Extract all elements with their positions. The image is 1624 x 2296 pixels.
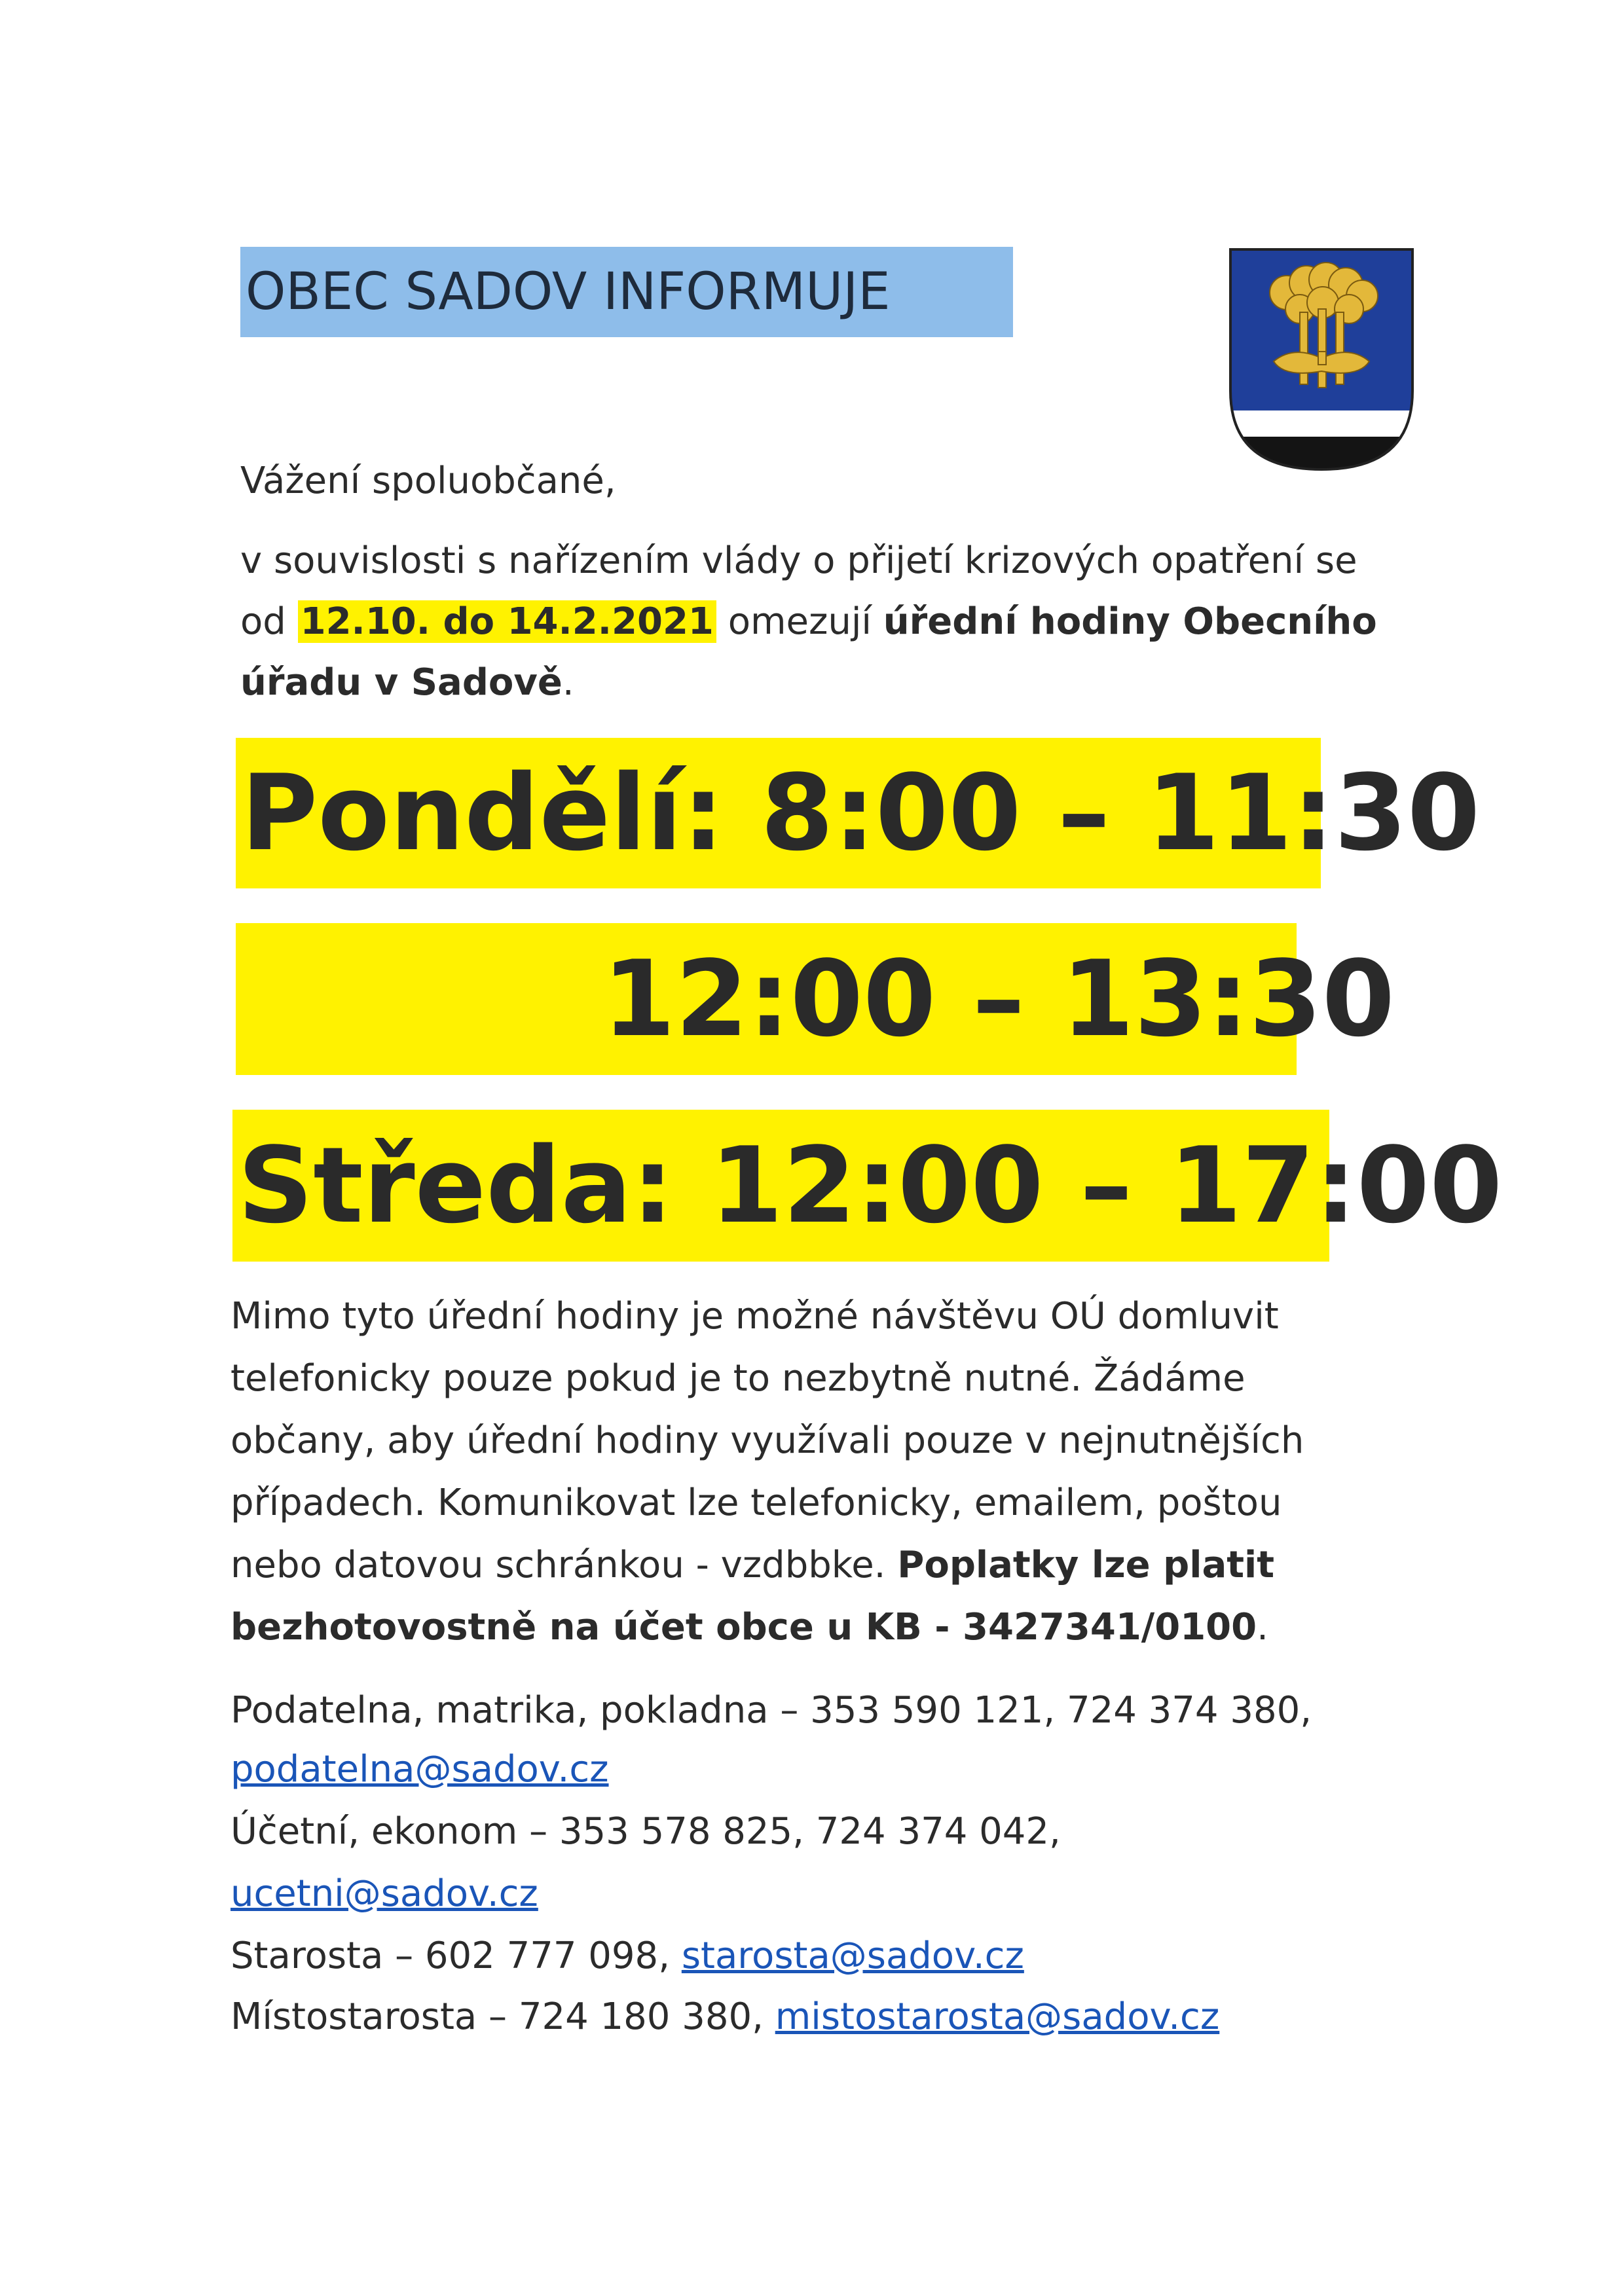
intro-mid: omezují xyxy=(728,600,872,643)
bank-account: bezhotovostně na účet obce u KB - 3427341/0100 xyxy=(231,1606,1257,1649)
page-title: OBEC SADOV INFORMUJE xyxy=(240,247,1013,337)
notice-line-2: telefonicky pouze pokud je to nezbytně nutné. Žádáme xyxy=(231,1357,1246,1400)
notice-line-4: případech. Komunikovat lze telefonicky, emailem, poštou xyxy=(231,1482,1282,1524)
notice-line-3: občany, aby úřední hodiny využívali pouze v nejnutnějších xyxy=(231,1419,1304,1462)
contact-ucetni-email-row xyxy=(231,1872,538,1915)
contact-podatelna: Podatelna, matrika, pokladna – 353 590 121, 724 374 380, xyxy=(231,1689,1312,1732)
greeting: Vážení spoluobčané, xyxy=(240,460,616,502)
office-hours-phrase: úřední hodiny Obecního xyxy=(883,600,1377,643)
intro-line-3 xyxy=(240,653,574,712)
notice-end: . xyxy=(1257,1606,1268,1649)
contact-mistostarosta xyxy=(231,1995,1219,2038)
starosta-label: Starosta – 602 777 098, xyxy=(231,1935,670,1977)
monday-hours: Pondělí: 8:00 – 11:30 xyxy=(236,738,1321,888)
ucetni-email-link[interactable]: ucetni@sadov.cz xyxy=(231,1872,538,1915)
intro-end: . xyxy=(562,661,574,704)
notice-line-5 xyxy=(231,1544,1274,1586)
mistostarosta-email-link[interactable]: mistostarosta@sadov.cz xyxy=(775,1995,1220,2038)
sadov-coat-of-arms-icon xyxy=(1228,247,1415,473)
mistostarosta-label: Místostarosta – 724 180 380, xyxy=(231,1995,764,2038)
contact-starosta xyxy=(231,1935,1024,1977)
podatelna-email-link[interactable]: podatelna@sadov.cz xyxy=(231,1748,609,1791)
validity-dates: 12.10. do 14.2.2021 xyxy=(298,600,716,643)
contact-ucetni: Účetní, ekonom – 353 578 825, 724 374 042, xyxy=(231,1810,1061,1853)
notice-line-6 xyxy=(231,1606,1268,1649)
intro-prefix: od xyxy=(240,600,286,643)
contact-podatelna-email-row xyxy=(231,1748,609,1791)
wednesday-hours: Středa: 12:00 – 17:00 xyxy=(232,1110,1329,1262)
notice-text: nebo datovou schránkou - vzdbbke. xyxy=(231,1544,886,1586)
notice-line-1: Mimo tyto úřední hodiny je možné návštěvu OÚ domluvit xyxy=(231,1295,1279,1338)
intro-line-1: v souvislosti s nařízením vlády o přijetí krizových opatření se xyxy=(240,539,1357,582)
office-name: úřadu v Sadově xyxy=(240,661,563,704)
intro-line-2 xyxy=(240,592,1377,651)
payment-note: Poplatky lze platit xyxy=(897,1544,1274,1586)
starosta-email-link[interactable]: starosta@sadov.cz xyxy=(681,1935,1024,1977)
monday-hours-afternoon: 12:00 – 13:30 xyxy=(236,923,1297,1075)
